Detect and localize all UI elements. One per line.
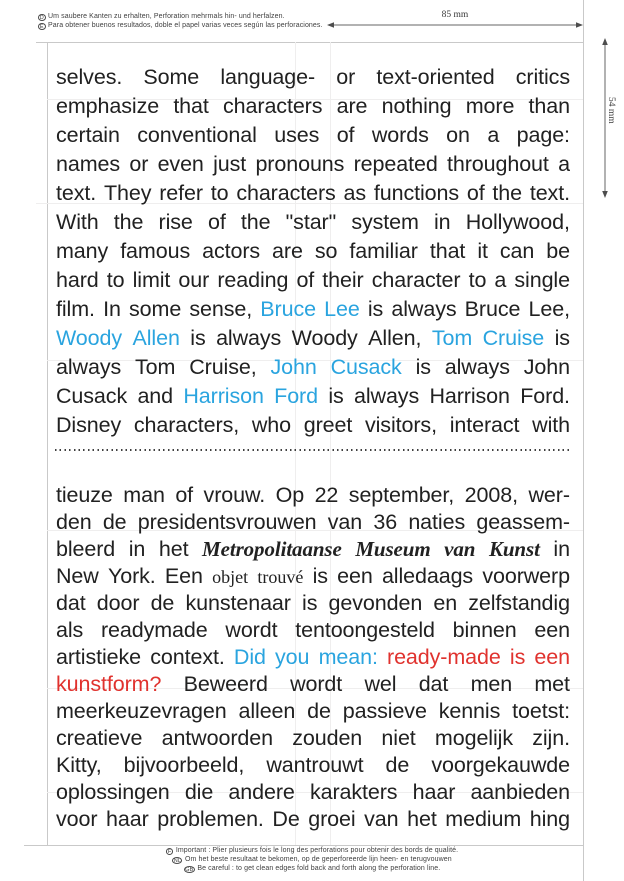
word: is <box>367 297 384 321</box>
word: geassem- <box>476 510 570 534</box>
word: actors <box>202 239 261 263</box>
word: functions <box>373 181 460 205</box>
word: text. <box>529 181 570 205</box>
link-text: John <box>270 355 317 379</box>
word: to <box>210 181 229 205</box>
word: always <box>391 297 457 321</box>
word: in <box>553 537 570 561</box>
word: be <box>546 239 570 263</box>
word: de <box>102 510 127 534</box>
word: throughout <box>446 152 549 176</box>
word: hing <box>529 807 570 831</box>
word: some <box>129 297 182 321</box>
word: als <box>56 618 84 642</box>
word: wer- <box>528 483 570 507</box>
word: vrouw. <box>203 483 266 507</box>
lang-badge-fr: F <box>166 848 174 855</box>
word: is <box>328 384 344 408</box>
instruction-dutch: NL Om het beste resultaat te bekomen, op de geperforeerde lijn heen- en terugvouwen <box>173 856 452 864</box>
word: York. <box>107 564 156 588</box>
top-instructions <box>38 12 323 30</box>
word: karakters <box>309 780 398 804</box>
word: of <box>296 268 315 292</box>
word: or <box>336 65 356 89</box>
text-line <box>56 266 570 295</box>
word: many <box>56 239 109 263</box>
paragraph-dutch <box>56 482 570 833</box>
link-text: Tom <box>431 326 473 350</box>
word: binnen <box>452 618 517 642</box>
perforation-line-top <box>36 42 583 43</box>
word: of <box>336 123 355 147</box>
word: Disney <box>56 413 122 437</box>
word: van <box>327 510 363 534</box>
text-line <box>56 644 570 671</box>
link-text: Woody <box>56 326 123 350</box>
word: language- <box>220 65 316 89</box>
word: with <box>532 413 570 437</box>
instruction-spanish: E Para obtener buenos resultados, doble el papel varias veces según las perforaciones. <box>39 22 323 30</box>
word: interact <box>449 413 520 437</box>
word: Op <box>275 483 305 507</box>
link-text: Bruce <box>260 297 316 321</box>
word: text. <box>56 181 97 205</box>
word: is <box>190 326 206 350</box>
word: den <box>56 510 92 534</box>
word: presidentsvrouwen <box>137 510 317 534</box>
word: Some <box>143 65 200 89</box>
word: "star" <box>285 210 337 234</box>
word: Museum <box>355 537 431 561</box>
word: pronouns <box>255 152 345 176</box>
word: creatieve <box>56 726 143 750</box>
word: wel <box>364 672 397 696</box>
word: en <box>433 591 458 615</box>
word: trouvé <box>257 567 304 587</box>
word: selves. <box>56 65 123 89</box>
word: even <box>157 152 204 176</box>
word: alledaags <box>381 564 474 588</box>
word: certain <box>56 123 120 147</box>
text-line <box>56 411 570 440</box>
word: tentoongesteld <box>295 618 435 642</box>
word: is <box>302 591 318 615</box>
word: groei <box>308 807 356 831</box>
word: single <box>514 268 570 292</box>
bottom-instructions <box>62 846 562 873</box>
word: dat <box>418 672 449 696</box>
word: critics <box>515 65 570 89</box>
text-line <box>56 590 570 617</box>
word: een <box>337 564 373 588</box>
word: always <box>216 326 282 350</box>
text-line <box>56 698 570 725</box>
word: een <box>534 618 570 642</box>
link-text: Cruise <box>482 326 545 350</box>
word: kunstenaar <box>185 591 291 615</box>
word: wordt <box>290 672 343 696</box>
link-text: Cusack <box>330 355 402 379</box>
word: Beweerd <box>183 672 268 696</box>
word: objet <box>212 567 249 587</box>
word: so <box>314 239 338 263</box>
link-text: Ford <box>274 384 318 408</box>
word: a <box>494 268 507 292</box>
word: Bruce <box>464 297 521 321</box>
word: a <box>487 123 500 147</box>
word: niet <box>381 726 416 750</box>
word: door <box>96 591 140 615</box>
word: in <box>128 537 146 561</box>
word: dat <box>56 591 86 615</box>
word: text-oriented <box>376 65 495 89</box>
word: kennis <box>438 699 501 723</box>
text-line <box>56 237 570 266</box>
height-measure-label: 54 mm <box>606 97 616 124</box>
word: zouden <box>292 726 363 750</box>
word: toetst: <box>512 699 570 723</box>
text-line <box>56 121 570 150</box>
word: just <box>213 152 247 176</box>
word: Woody <box>291 326 358 350</box>
alert-text: kunstform? <box>56 672 162 696</box>
lang-badge-gb: GB <box>185 867 194 873</box>
word: context. <box>150 645 225 669</box>
word: haar <box>106 807 149 831</box>
word: sense, <box>189 297 253 321</box>
text-line <box>56 382 570 411</box>
word: Ford. <box>520 384 570 408</box>
link-text: Did <box>233 645 266 669</box>
perforation-line-right <box>583 0 584 881</box>
word: van <box>364 807 399 831</box>
word: and <box>137 384 174 408</box>
word: de <box>385 753 410 777</box>
word: antwoorden <box>161 726 273 750</box>
alert-text: een <box>534 645 570 669</box>
word: wantrouwt <box>266 753 364 777</box>
word: 2008, <box>464 483 518 507</box>
word: words <box>371 123 429 147</box>
word: character <box>371 268 461 292</box>
word: who <box>251 413 291 437</box>
word: always <box>353 384 420 408</box>
word: that <box>173 94 209 118</box>
word: to <box>468 268 487 292</box>
word: van <box>444 537 476 561</box>
word: 22 <box>314 483 339 507</box>
word: in <box>434 210 451 234</box>
instruction-french: F Important : Plier plusieurs fois le long des perforations pour obtenir des bords de qualité. <box>62 846 562 855</box>
word: are <box>272 239 303 263</box>
word: september, <box>348 483 455 507</box>
word: always <box>56 355 122 379</box>
link-text: Harrison <box>183 384 264 408</box>
word: de <box>307 699 331 723</box>
word: that <box>429 239 466 263</box>
word: uses <box>274 123 320 147</box>
word: famous <box>120 239 191 263</box>
link-text: Lee <box>324 297 360 321</box>
word: their <box>322 268 364 292</box>
word: of <box>207 210 226 234</box>
text-line <box>56 324 570 353</box>
word: rise <box>158 210 193 234</box>
word: of <box>175 483 194 507</box>
word: to <box>106 268 125 292</box>
word: aanbieden <box>470 780 570 804</box>
word: zelfstandig <box>468 591 570 615</box>
text-line <box>56 752 570 779</box>
instruction-german: D Um saubere Kanten zu erhalten, Perforation mehrmals hin- und herfalzen. <box>39 13 285 21</box>
word: oplossingen <box>56 780 170 804</box>
width-measure-arrow <box>327 19 583 31</box>
word: Hollywood, <box>465 210 570 234</box>
word: Een <box>164 564 203 588</box>
link-text: mean: <box>318 645 378 669</box>
alert-text: ready-made <box>387 645 501 669</box>
word: mogelijk <box>434 726 513 750</box>
word: is <box>312 564 328 588</box>
text-line <box>56 295 570 324</box>
word: on <box>446 123 470 147</box>
lang-badge-es: E <box>39 24 44 30</box>
word: problemen. <box>157 807 264 831</box>
word: voor <box>56 807 98 831</box>
perforation-line-left <box>47 42 48 845</box>
lang-badge-de: D <box>39 15 44 21</box>
word: wordt <box>225 618 278 642</box>
text-line <box>56 482 570 509</box>
word: New <box>56 564 99 588</box>
text-line <box>56 63 570 92</box>
link-text: you <box>275 645 310 669</box>
word: refer <box>159 181 203 205</box>
word: John <box>523 355 570 379</box>
word: bleerd <box>56 537 116 561</box>
text-line <box>56 563 570 590</box>
word: page: <box>516 123 570 147</box>
word: always <box>444 355 510 379</box>
word: readymade <box>100 618 208 642</box>
word: emphasize <box>56 94 160 118</box>
word: met <box>534 672 570 696</box>
word: or <box>129 152 149 176</box>
word: the <box>492 181 522 205</box>
word: visitors, <box>364 413 437 437</box>
width-measure-label: 85 mm <box>441 10 469 20</box>
word: Metropolitaanse <box>202 537 342 561</box>
height-measure-arrow <box>599 38 611 198</box>
word: voorgekauwde <box>431 753 570 777</box>
word: meerkeuzevragen <box>56 699 227 723</box>
word: de <box>150 591 175 615</box>
word: of <box>466 181 485 205</box>
word: alleen <box>238 699 296 723</box>
word: 36 <box>373 510 398 534</box>
word: greet <box>303 413 353 437</box>
word: Kitty, <box>56 753 102 777</box>
word: nothing <box>381 94 452 118</box>
word: Tom <box>135 355 176 379</box>
word: film. <box>56 297 95 321</box>
word: limit <box>132 268 171 292</box>
word: reading <box>217 268 289 292</box>
text-line <box>56 509 570 536</box>
text-line <box>56 806 570 833</box>
word: gevonden <box>328 591 423 615</box>
word: Harrison <box>429 384 510 408</box>
link-text: Allen <box>132 326 180 350</box>
word: man <box>123 483 165 507</box>
word: characters <box>236 181 336 205</box>
word: tieuze <box>56 483 113 507</box>
text-line <box>56 671 570 698</box>
word: In <box>103 297 121 321</box>
word: bijvoorbeeld, <box>123 753 245 777</box>
word: artistieke <box>56 645 142 669</box>
word: characters <box>223 94 323 118</box>
word: familiar <box>349 239 418 263</box>
word: voorwerp <box>482 564 570 588</box>
word: hard <box>56 268 99 292</box>
word: Allen, <box>368 326 422 350</box>
text-line <box>56 779 570 806</box>
text-line <box>56 353 570 382</box>
word: haar <box>412 780 456 804</box>
word: Lee, <box>528 297 570 321</box>
word: conventional <box>137 123 257 147</box>
paragraph-english <box>56 63 570 440</box>
word: Kunst <box>488 537 540 561</box>
text-line <box>56 179 570 208</box>
text-line <box>56 536 570 563</box>
word: die <box>184 780 214 804</box>
word: it <box>477 239 488 263</box>
word: a <box>558 152 570 176</box>
dotted-separator <box>55 449 570 451</box>
word: the <box>240 210 271 234</box>
word: repeated <box>353 152 438 176</box>
word: Cruise, <box>189 355 257 379</box>
word: our <box>178 268 210 292</box>
text-line <box>56 150 570 179</box>
word: can <box>499 239 535 263</box>
word: het <box>158 537 189 561</box>
text-line <box>56 92 570 121</box>
word: as <box>343 181 367 205</box>
word: De <box>272 807 300 831</box>
word: is <box>415 355 431 379</box>
word: than <box>528 94 570 118</box>
word: andere <box>228 780 295 804</box>
lang-badge-nl: NL <box>173 858 181 864</box>
word: men <box>470 672 513 696</box>
word: passieve <box>342 699 427 723</box>
word: medium <box>445 807 522 831</box>
word: are <box>336 94 368 118</box>
text-line <box>56 617 570 644</box>
word: With <box>56 210 99 234</box>
word: zijn. <box>532 726 570 750</box>
word: Cusack <box>56 384 128 408</box>
word: naties <box>408 510 466 534</box>
word: names <box>56 152 121 176</box>
word: characters, <box>133 413 240 437</box>
word: is <box>554 326 570 350</box>
word: They <box>103 181 152 205</box>
word: system <box>351 210 419 234</box>
text-line <box>56 208 570 237</box>
word: the <box>113 210 144 234</box>
alert-text: is <box>509 645 526 669</box>
instruction-english: GB Be careful : to get clean edges fold back and forth along the perforation line. <box>185 865 441 873</box>
text-line <box>56 725 570 752</box>
word: het <box>407 807 437 831</box>
word: more <box>465 94 515 118</box>
